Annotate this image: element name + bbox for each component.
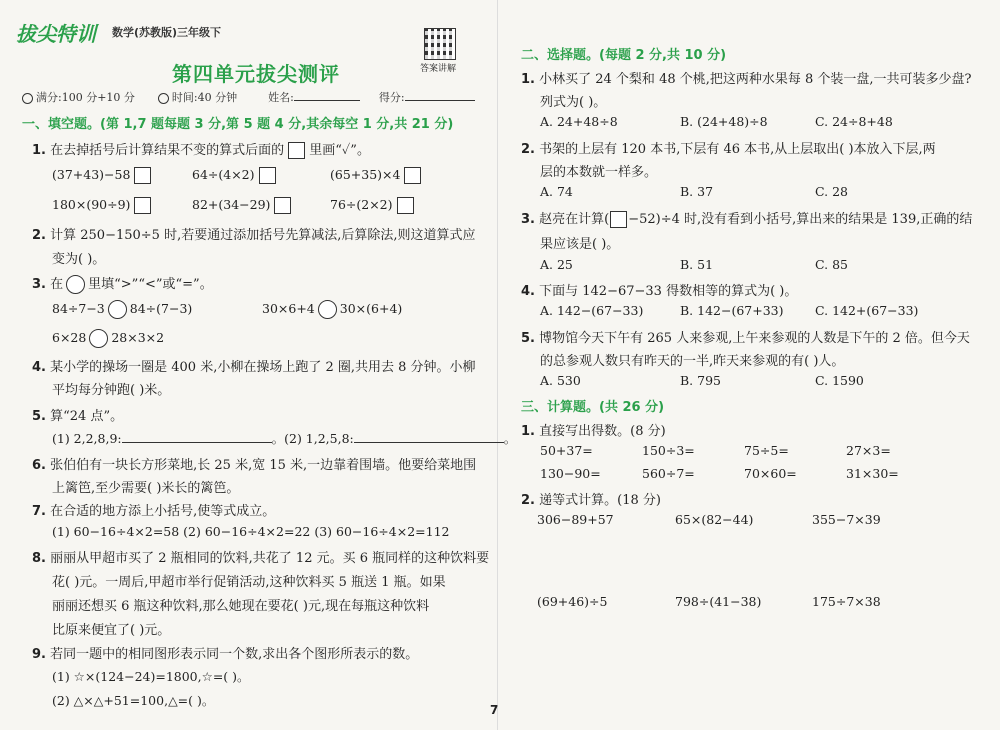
s2-q5-line1: 5. 博物馆今天下午有 265 人来参观,上午来参观的人数是下午的 2 倍。但今天 bbox=[521, 331, 970, 346]
option-a[interactable]: A. 530 bbox=[540, 373, 581, 388]
name-label: 姓名: bbox=[268, 91, 294, 104]
section3-heading: 三、计算题。(共 26 分) bbox=[521, 400, 665, 415]
subject-label: 数学(苏教版)三年级下 bbox=[112, 26, 222, 39]
q2-line1: 2. 计算 250−150÷5 时,若要通过添加括号先算减法,后算除法,则这道算式应 bbox=[32, 228, 476, 243]
step-calc-item: 355−7×39 bbox=[812, 512, 881, 527]
calc-item: 70×60= bbox=[744, 466, 797, 481]
q2-line2: 变为( )。 bbox=[52, 252, 106, 267]
qr-caption: 答案讲解 bbox=[420, 64, 457, 74]
answer-box[interactable] bbox=[610, 211, 627, 228]
s2-q2-line2: 层的本数就一样多。 bbox=[540, 165, 658, 180]
q9-a: (1) ☆×(124−24)=1800,☆=( )。 bbox=[52, 669, 250, 684]
q1-item: 82+(34−29) bbox=[192, 197, 291, 214]
calc-item: 27×3= bbox=[846, 443, 891, 458]
s2-q5-line2: 的总参观人数只有昨天的一半,昨天来参观的有( )人。 bbox=[540, 354, 845, 369]
name-field[interactable] bbox=[294, 100, 360, 101]
step-calc-item: 798÷(41−38) bbox=[675, 594, 762, 609]
q9-b: (2) △×△+51=100,△=( )。 bbox=[52, 693, 215, 708]
answer-line[interactable] bbox=[122, 442, 272, 443]
page-divider bbox=[497, 0, 498, 730]
q8-line1: 8. 丽丽从甲超市买了 2 瓶相同的饮料,共花了 12 元。买 6 瓶同样的这种饮料要 bbox=[32, 551, 490, 566]
score-label: 得分: bbox=[378, 91, 405, 104]
s2-q1-line2: 列式为( )。 bbox=[540, 95, 607, 110]
s2-q3-line2: 果应该是( )。 bbox=[540, 237, 620, 252]
s2-q1-line1: 1. 小林买了 24 个梨和 48 个桃,把这两种水果每 8 个装一盘,一共可装多少盘? bbox=[521, 72, 972, 87]
full-score: 满分:100 分+10 分 bbox=[36, 91, 135, 104]
q7-items: (1) 60−16÷4×2=58 (2) 60−16÷4×2=22 (3) 60−16÷4×2=112 bbox=[52, 524, 450, 539]
q7-stem: 7. 在合适的地方添上小括号,使等式成立。 bbox=[32, 504, 276, 519]
page-number: 7 bbox=[490, 703, 499, 717]
option-c[interactable]: C. 24÷8+48 bbox=[815, 114, 893, 129]
series-logo: 拔尖特训 bbox=[16, 22, 96, 46]
q1-item: 180×(90÷9) bbox=[52, 197, 151, 214]
q1-item: 76÷(2×2) bbox=[330, 197, 414, 214]
section1-heading: 一、填空题。(第 1,7 题每题 3 分,第 5 题 4 分,其余每空 1 分,共 21 分) bbox=[22, 117, 454, 132]
check-box[interactable] bbox=[274, 197, 291, 214]
q6-line2: 上篱笆,至少需要( )米长的篱笆。 bbox=[52, 481, 240, 496]
option-c[interactable]: C. 1590 bbox=[815, 373, 864, 388]
option-c[interactable]: C. 142+(67−33) bbox=[815, 303, 919, 318]
option-b[interactable]: B. (24+48)÷8 bbox=[680, 114, 768, 129]
q1-item: (37+43)−58 bbox=[52, 167, 151, 184]
option-c[interactable]: C. 28 bbox=[815, 184, 848, 199]
s2-q4-line1: 4. 下面与 142−67−33 得数相等的算式为( )。 bbox=[521, 284, 798, 299]
q6-line1: 6. 张伯伯有一块长方形菜地,长 25 米,宽 15 米,一边靠着围墙。他要给菜地围 bbox=[32, 458, 477, 473]
page-title: 第四单元拔尖测评 bbox=[172, 62, 340, 86]
compare-circle[interactable] bbox=[89, 329, 108, 348]
step-calc-item: 175÷7×38 bbox=[812, 594, 881, 609]
compare-circle[interactable] bbox=[108, 300, 127, 319]
check-box[interactable] bbox=[134, 167, 151, 184]
compare-circle[interactable] bbox=[318, 300, 337, 319]
q1-item: 64÷(4×2) bbox=[192, 167, 276, 184]
q4-line2: 平均每分钟跑( )米。 bbox=[52, 383, 171, 398]
step-calc-item: 65×(82−44) bbox=[675, 512, 754, 527]
bullet-icon bbox=[158, 93, 169, 104]
option-a[interactable]: A. 142−(67−33) bbox=[540, 303, 644, 318]
option-a[interactable]: A. 74 bbox=[540, 184, 573, 199]
option-b[interactable]: B. 795 bbox=[680, 373, 721, 388]
option-b[interactable]: B. 142−(67+33) bbox=[680, 303, 784, 318]
option-c[interactable]: C. 85 bbox=[815, 257, 848, 272]
calc-item: 130−90= bbox=[540, 466, 601, 481]
s2-q3-line1: 3. 赵亮在计算( −52)÷4 时,没有看到小括号,算出来的结果是 139,正确的结 bbox=[521, 212, 973, 227]
check-box[interactable] bbox=[404, 167, 421, 184]
option-b[interactable]: B. 51 bbox=[680, 257, 714, 272]
calc-item: 75÷5= bbox=[744, 443, 789, 458]
answer-line[interactable] bbox=[354, 442, 504, 443]
compare-circle[interactable] bbox=[66, 275, 85, 294]
q9-stem: 9. 若同一题中的相同图形表示同一个数,求出各个图形所表示的数。 bbox=[32, 647, 419, 662]
time-limit: 时间:40 分钟 bbox=[171, 91, 238, 104]
s3-q2-stem: 2. 递等式计算。(18 分) bbox=[521, 493, 661, 508]
q3-item: 6×28 28×3×2 bbox=[52, 329, 164, 348]
step-calc-item: (69+46)÷5 bbox=[537, 594, 608, 609]
q3-item: 30×6+4 30×(6+4) bbox=[262, 300, 402, 319]
q8-line3: 丽丽还想买 6 瓶这种饮料,那么她现在要花( )元,现在每瓶这种饮料 bbox=[52, 599, 430, 614]
qr-code[interactable] bbox=[424, 28, 456, 60]
option-a[interactable]: A. 25 bbox=[540, 257, 573, 272]
q8-line4: 比原来便宜了( )元。 bbox=[52, 623, 171, 638]
score-info bbox=[22, 89, 475, 105]
calc-item: 560÷7= bbox=[642, 466, 695, 481]
q1-item: (65+35)×4 bbox=[330, 167, 421, 184]
q1-stem: 1. 在去掉括号后计算结果不变的算式后面的 里画“✓”。 bbox=[32, 143, 370, 158]
calc-item: 31×30= bbox=[846, 466, 899, 481]
s2-q2-line1: 2. 书架的上层有 120 本书,下层有 46 本书,从上层取出( )本放入下层,两 bbox=[521, 142, 936, 157]
option-b[interactable]: B. 37 bbox=[680, 184, 714, 199]
option-a[interactable]: A. 24+48÷8 bbox=[540, 114, 618, 129]
q4-line1: 4. 某小学的操场一圈是 400 米,小柳在操场上跑了 2 圈,共用去 8 分钟。小柳 bbox=[32, 360, 476, 375]
q3-stem: 3. 在 里填“>”“<”或“=”。 bbox=[32, 277, 213, 292]
score-field[interactable] bbox=[405, 100, 475, 101]
answer-box[interactable] bbox=[288, 142, 305, 159]
s3-q1-stem: 1. 直接写出得数。(8 分) bbox=[521, 424, 666, 439]
check-box[interactable] bbox=[134, 197, 151, 214]
calc-item: 50+37= bbox=[540, 443, 593, 458]
q5-stem: 5. 算“24 点”。 bbox=[32, 409, 124, 424]
check-box[interactable] bbox=[259, 167, 276, 184]
bullet-icon bbox=[22, 93, 33, 104]
q3-item: 84÷7−3 84÷(7−3) bbox=[52, 300, 192, 319]
section2-heading: 二、选择题。(每题 2 分,共 10 分) bbox=[521, 48, 727, 63]
q8-line2: 花( )元。一周后,甲超市举行促销活动,这种饮料买 5 瓶送 1 瓶。如果 bbox=[52, 575, 446, 590]
check-box[interactable] bbox=[397, 197, 414, 214]
step-calc-item: 306−89+57 bbox=[537, 512, 614, 527]
q5-items: (1) 2,2,8,9: 。(2) 1,2,5,8: 。 bbox=[52, 431, 517, 446]
calc-item: 150÷3= bbox=[642, 443, 695, 458]
